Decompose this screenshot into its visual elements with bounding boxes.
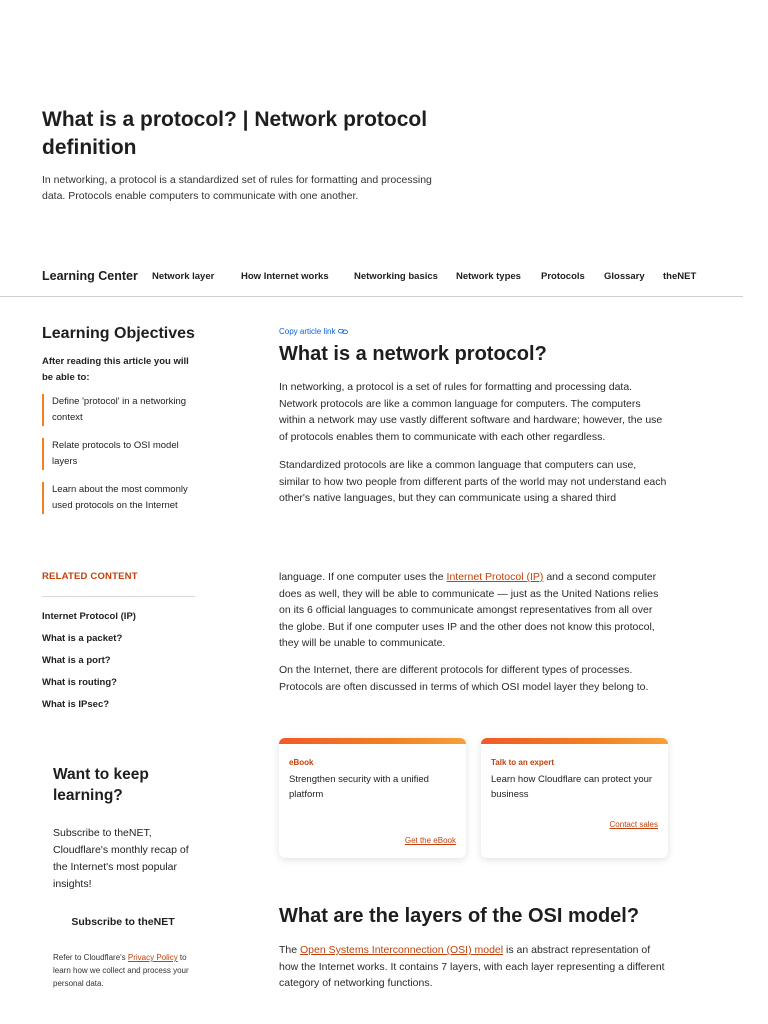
card-accent-bar <box>481 738 668 744</box>
privacy-policy-link[interactable]: Privacy Policy <box>127 953 178 962</box>
nav-item-how-internet-works[interactable]: How Internet works <box>241 271 329 282</box>
privacy-text-before: Refer to Cloudflare's <box>53 953 128 962</box>
related-content-title: RELATED CONTENT <box>42 571 138 582</box>
paragraph-text: is an abstract representation of how the Internet works. It contains 7 layers, with each layer representing a different category of networking functions. <box>279 944 665 989</box>
nav-brand[interactable]: Learning Center <box>42 269 138 283</box>
card-label: Talk to an expert <box>491 758 554 767</box>
related-content-list <box>42 610 136 720</box>
nav-item-glossary[interactable]: Glossary <box>604 271 645 282</box>
nav-item-thenet[interactable]: theNET <box>663 271 697 282</box>
article-paragraph <box>279 942 669 992</box>
copy-article-link[interactable] <box>279 327 348 336</box>
learning-objectives-title: Learning Objectives <box>42 325 195 342</box>
nav-item-networking-basics[interactable]: Networking basics <box>354 271 438 282</box>
link-icon <box>338 328 348 335</box>
related-link-ipsec[interactable]: What is IPsec? <box>42 699 110 710</box>
article-paragraph: On the Internet, there are different protocols for different types of processes. Protocols are often discussed in terms of which OSI model layer they belong to. <box>279 664 649 693</box>
article-paragraph: In networking, a protocol is a set of rules for formatting and processing data. Network protocols are like a common language for computers. The computers within a network may use vastly different software and hardware; however, the use of protocols enables them to communicate with each other regardless. <box>279 381 663 443</box>
objective-item: Learn about the most commonly used protocols on the Internet <box>42 482 202 514</box>
ebook-card[interactable] <box>279 738 466 858</box>
get-ebook-link[interactable]: Get the eBook <box>404 836 456 845</box>
card-label: eBook <box>289 758 314 767</box>
internet-protocol-link[interactable]: Internet Protocol (IP) <box>446 571 544 583</box>
nav-item-network-layer[interactable]: Network layer <box>152 271 215 282</box>
keep-learning-title: Want to keep learning? <box>53 766 149 804</box>
paragraph-text: The <box>279 944 301 956</box>
expert-card[interactable] <box>481 738 668 858</box>
learning-objectives-intro: After reading this article you will be able to: <box>42 356 189 383</box>
objective-item: Relate protocols to OSI model layers <box>42 438 202 470</box>
contact-sales-link[interactable]: Contact sales <box>609 820 658 829</box>
copy-link-label: Copy article link <box>279 327 336 336</box>
related-link-internet-protocol[interactable]: Internet Protocol (IP) <box>42 611 136 622</box>
article-paragraph <box>279 569 669 652</box>
page-intro: In networking, a protocol is a standardized set of rules for formatting and processing data. Protocols enable computers to communicate with one another. <box>42 174 432 202</box>
subscribe-button[interactable]: Subscribe to theNET <box>53 910 193 934</box>
card-text: Strengthen security with a unified platform <box>289 774 429 800</box>
keep-learning-body: Subscribe to theNET, Cloudflare's monthly recap of the Internet's most popular insights! <box>53 827 189 890</box>
card-text: Learn how Cloudflare can protect your business <box>491 774 653 800</box>
related-link-routing[interactable]: What is routing? <box>42 677 117 688</box>
learning-objectives-list <box>42 394 202 526</box>
objective-item: Define 'protocol' in a networking context <box>42 394 202 426</box>
page-title: What is a protocol? | Network protocol definition <box>42 108 428 159</box>
nav-item-protocols[interactable]: Protocols <box>541 271 585 282</box>
nav-item-network-types[interactable]: Network types <box>456 271 521 282</box>
related-link-port[interactable]: What is a port? <box>42 655 111 666</box>
related-divider <box>42 596 195 597</box>
paragraph-text: language. If one computer uses the <box>279 571 447 583</box>
learning-center-nav <box>0 264 743 297</box>
osi-model-link[interactable]: Open Systems Interconnection (OSI) model <box>300 944 504 956</box>
article-heading: What is a network protocol? <box>279 343 547 365</box>
related-link-packet[interactable]: What is a packet? <box>42 633 123 644</box>
article-paragraph: Standardized protocols are like a common language that computers can use, similar to how two people from different parts of the world may not understand each other's native languages, but they can communicate using a shared third <box>279 459 667 504</box>
osi-heading: What are the layers of the OSI model? <box>279 905 640 927</box>
paragraph-text: and a second computer does as well, they will be able to communicate — just as the United Nations relies on its 6 official languages to communicate amongst representatives from all over the globe. But if one computer uses IP and the other does not know this protocol, they will be unable to communicate. <box>279 571 659 649</box>
privacy-text-after: to learn how we collect and process your personal data. <box>53 953 189 988</box>
privacy-note <box>53 951 193 990</box>
card-accent-bar <box>279 738 466 744</box>
